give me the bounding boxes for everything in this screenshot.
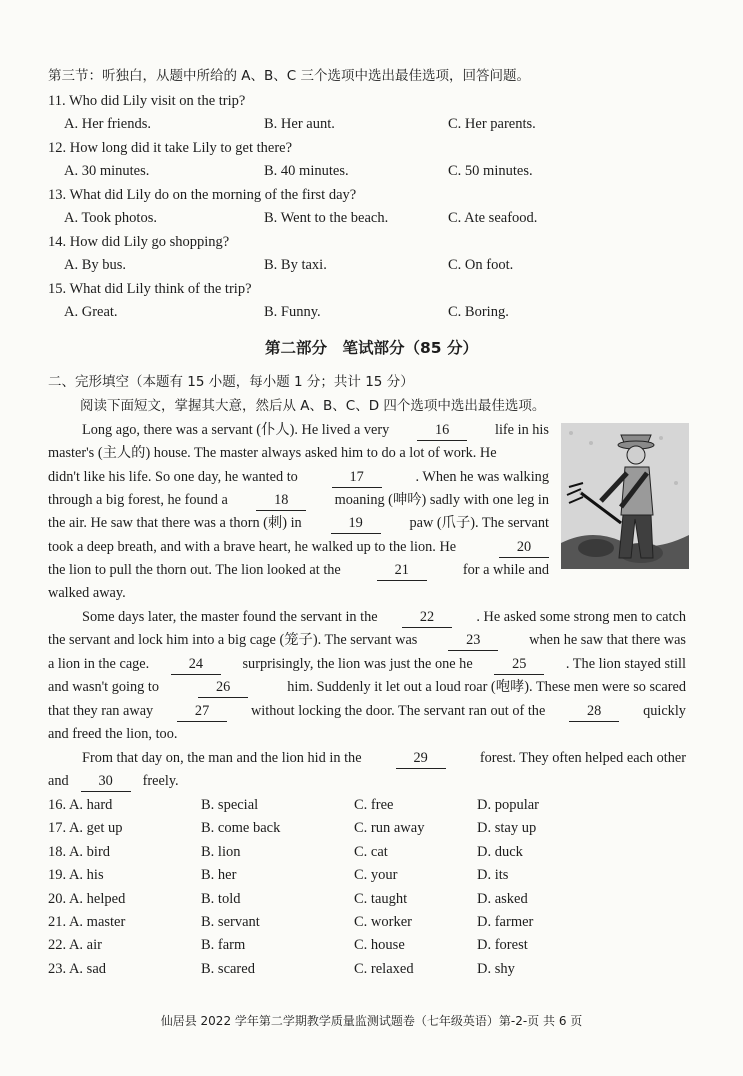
passage-text: quickly: [643, 703, 686, 719]
cloze-option[interactable]: C. house: [354, 937, 405, 954]
cloze-option[interactable]: D. shy: [477, 960, 515, 977]
blank-29[interactable]: 29: [396, 748, 446, 769]
passage-text: the air. He saw that there was a thorn (刺) in: [48, 515, 302, 531]
passage-line: [48, 701, 686, 722]
passage-text: through a big forest, he found a: [48, 492, 228, 508]
cloze-instruction: 阅读下面短文，掌握其大意，然后从 A、B、C、D 四个选项中选出最佳选项。: [80, 398, 546, 414]
passage-line: [82, 420, 549, 441]
answer-option-b[interactable]: B. 40 minutes.: [264, 163, 349, 179]
page-footer: 仙居县 2022 学年第二学期教学质量监测试题卷（七年级英语）第-2-页 共 6 页: [160, 1014, 583, 1028]
passage-text: the lion to pull the thorn out. The lion looked at the: [48, 562, 341, 578]
listening-question: 15. What did Lily think of the trip?: [48, 281, 252, 297]
passage-text: walked away.: [48, 585, 126, 601]
passage-line: [48, 677, 686, 698]
blank-17[interactable]: 17: [332, 467, 382, 488]
passage-line: [48, 654, 686, 675]
blank-28[interactable]: 28: [569, 701, 619, 722]
passage-text: Some days later, the master found the servant in the: [82, 609, 378, 625]
blank-24[interactable]: 24: [171, 654, 221, 675]
blank-21[interactable]: 21: [377, 560, 427, 581]
answer-option-a[interactable]: A. Great.: [64, 304, 118, 320]
cloze-option[interactable]: C. taught: [354, 890, 408, 907]
cloze-option[interactable]: B. lion: [201, 843, 241, 860]
passage-line: [48, 771, 179, 792]
cloze-title: 二、完形填空（本题有 15 小题，每小题 1 分；共计 15 分）: [48, 374, 414, 390]
passage-text: . The lion stayed still: [565, 656, 686, 672]
cloze-option[interactable]: C. free: [354, 797, 394, 813]
passage-text: master's (主人的) house. The master always asked him to do a lot of work. He: [48, 445, 497, 461]
answer-option-a[interactable]: A. Took photos.: [64, 210, 157, 226]
answer-option-c[interactable]: C. On foot.: [448, 257, 514, 273]
listening-question: 12. How long did it take Lily to get there?: [48, 140, 293, 156]
passage-text: surprisingly, the lion was just the one he: [242, 656, 473, 672]
farmer-with-pitchfork-icon: [561, 423, 689, 569]
passage-text: and: [48, 773, 69, 789]
blank-27[interactable]: 27: [177, 701, 227, 722]
cloze-option[interactable]: D. its: [477, 867, 509, 884]
cloze-option[interactable]: C. run away: [354, 820, 425, 837]
section3-instruction: 第三节：听独白，从题中所给的 A、B、C 三个选项中选出最佳选项，回答问题。: [48, 68, 531, 84]
cloze-option[interactable]: C. cat: [354, 843, 388, 860]
passage-line: [48, 630, 686, 651]
passage-line: [48, 560, 549, 581]
blank-26[interactable]: 26: [198, 677, 248, 698]
cloze-option[interactable]: D. duck: [477, 843, 523, 860]
passage-text: . He asked some strong men to catch: [476, 609, 686, 625]
answer-option-a[interactable]: A. 30 minutes.: [64, 163, 150, 179]
answer-option-b[interactable]: B. Funny.: [264, 304, 321, 320]
passage-text: took a deep breath, and with a brave heart, he walked up to the lion. He: [48, 539, 457, 555]
cloze-option[interactable]: 22. A. air: [48, 937, 102, 954]
cloze-option[interactable]: D. popular: [477, 797, 540, 813]
passage-line: [48, 513, 549, 534]
cloze-option[interactable]: D. forest: [477, 937, 528, 954]
passage-text: moaning (呻吟) sadly with one leg in: [334, 492, 549, 508]
cloze-option[interactable]: D. asked: [477, 890, 528, 907]
listening-question: 11. Who did Lily visit on the trip?: [48, 93, 246, 109]
passage-text: . When he was walking: [415, 469, 549, 485]
cloze-option[interactable]: B. told: [201, 890, 241, 907]
passage-line: [48, 443, 549, 463]
passage-text: him. Suddenly it let out a loud roar (咆哮). These men were so scared: [287, 679, 686, 695]
listening-question: 14. How did Lily go shopping?: [48, 234, 230, 250]
cloze-option[interactable]: 19. A. his: [48, 867, 104, 884]
passage-text: and freed the lion, too.: [48, 726, 178, 742]
farmer-illustration: [561, 423, 689, 569]
cloze-option[interactable]: C. worker: [354, 914, 412, 930]
passage-text: without locking the door. The servant ran out of the: [250, 703, 546, 719]
passage-line: [48, 490, 549, 511]
cloze-option[interactable]: C. relaxed: [354, 960, 414, 977]
cloze-option[interactable]: B. special: [201, 797, 259, 813]
cloze-option[interactable]: 17. A. get up: [48, 820, 123, 837]
cloze-option[interactable]: 23. A. sad: [48, 960, 106, 977]
passage-line: [48, 537, 549, 558]
passage-text: for a while and: [462, 562, 549, 578]
cloze-option[interactable]: 21. A. master: [48, 914, 126, 930]
passage-text: the servant and lock him into a big cage (笼子). The servant was: [48, 632, 418, 648]
blank-19[interactable]: 19: [331, 513, 381, 534]
passage-line: [82, 607, 686, 628]
passage-text: didn't like his life. So one day, he wanted to: [48, 469, 298, 485]
passage-line: [82, 748, 686, 769]
passage-line: [48, 583, 126, 603]
passage-text: and wasn't going to: [48, 679, 159, 695]
cloze-option[interactable]: B. scared: [201, 960, 255, 977]
cloze-option[interactable]: B. her: [201, 867, 237, 884]
cloze-option[interactable]: D. stay up: [477, 820, 537, 837]
passage-text: a lion in the cage.: [48, 656, 150, 672]
answer-option-b[interactable]: B. Went to the beach.: [264, 210, 389, 226]
answer-option-c[interactable]: C. Her parents.: [448, 116, 536, 132]
answer-option-a[interactable]: A. Her friends.: [64, 116, 151, 132]
passage-text: forest. They often helped each other: [479, 750, 686, 766]
part2-title: 第二部分 笔试部分（85 分）: [265, 339, 478, 357]
passage-text: that they ran away: [48, 703, 154, 719]
passage-text: paw (爪子). The servant: [409, 515, 549, 531]
blank-22[interactable]: 22: [402, 607, 452, 628]
blank-16[interactable]: 16: [417, 420, 467, 441]
answer-option-c[interactable]: C. 50 minutes.: [448, 163, 533, 179]
passage-line: [48, 467, 549, 488]
cloze-option[interactable]: B. servant: [201, 914, 260, 930]
passage-text: when he saw that there was: [529, 632, 686, 648]
blank-23[interactable]: 23: [448, 630, 498, 651]
cloze-option[interactable]: B. farm: [201, 937, 246, 954]
blank-18[interactable]: 18: [256, 490, 306, 511]
passage-text: life in his: [494, 422, 549, 438]
passage-text: From that day on, the man and the lion hid in the: [82, 750, 362, 766]
blank-20[interactable]: 20: [499, 537, 549, 558]
cloze-option[interactable]: D. farmer: [477, 914, 534, 930]
blank-30[interactable]: 30: [81, 771, 131, 792]
answer-option-a[interactable]: A. By bus.: [64, 257, 127, 273]
blank-25[interactable]: 25: [494, 654, 544, 675]
answer-option-b[interactable]: B. Her aunt.: [264, 116, 335, 132]
answer-option-b[interactable]: B. By taxi.: [264, 257, 327, 273]
listening-question: 13. What did Lily do on the morning of the first day?: [48, 187, 357, 203]
passage-line: [48, 724, 177, 744]
cloze-option[interactable]: 16. A. hard: [48, 797, 113, 813]
cloze-option[interactable]: 20. A. helped: [48, 890, 126, 907]
answer-option-c[interactable]: C. Ate seafood.: [448, 210, 538, 226]
cloze-option[interactable]: 18. A. bird: [48, 843, 111, 860]
answer-option-c[interactable]: C. Boring.: [448, 304, 509, 320]
cloze-option[interactable]: C. your: [354, 867, 398, 884]
passage-text: Long ago, there was a servant (仆人). He lived a very: [82, 422, 390, 438]
cloze-option[interactable]: B. come back: [201, 820, 281, 837]
passage-text: freely.: [142, 773, 179, 789]
